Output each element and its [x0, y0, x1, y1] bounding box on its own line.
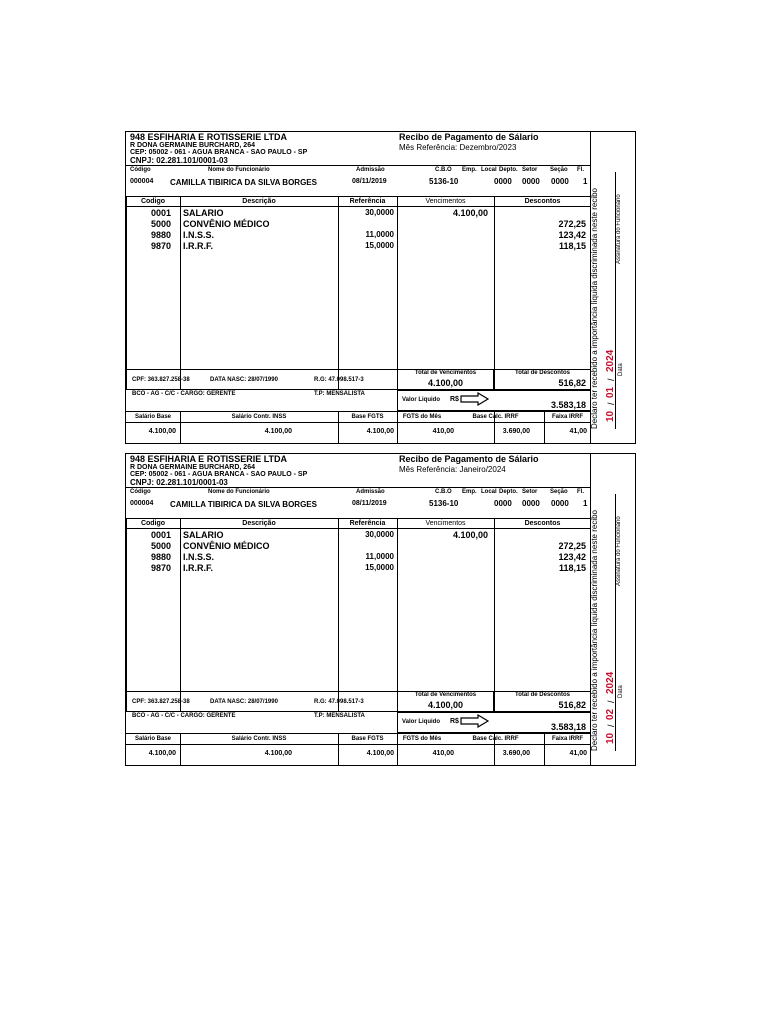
month-reference: Mês Referência: Dezembro/2023 — [399, 143, 517, 152]
footer-label-base-fgts: Base FGTS — [351, 736, 384, 742]
admission-date: 08/11/2019 — [352, 178, 387, 185]
row-code: 0001 — [150, 208, 171, 218]
emp-value: 0000 — [494, 499, 512, 508]
depto-value: 0000 — [522, 177, 540, 186]
depto-value: 0000 — [522, 499, 540, 508]
row-descontos: 123,42 — [558, 552, 586, 562]
footer-label-base-irrf: Base Calc. IRRF — [472, 736, 519, 742]
divider — [338, 518, 339, 712]
divider — [180, 196, 181, 390]
row-description: SALARIO — [183, 208, 224, 218]
row-descontos: 123,42 — [558, 230, 586, 240]
footer-label-fgts-mes: FGTS do Mês — [402, 736, 442, 742]
footer-label-faixa-irrf: Faixa IRRF — [551, 736, 583, 742]
row-vencimentos: 4.100,00 — [452, 208, 488, 218]
document-title: Recibo de Pagamento de Sálario — [399, 132, 539, 142]
label-admissao: Admissão — [356, 167, 385, 173]
arrow-right-icon — [460, 714, 490, 728]
total-descontos-value: 516,82 — [558, 700, 586, 710]
birth-date-label: DATA NASC: 28/07/1990 — [210, 377, 278, 383]
row-descontos: 118,15 — [558, 241, 586, 251]
signature-label: Assinatura do Funcionário — [616, 194, 622, 264]
footer-label-salario-contr: Salário Contr. INSS — [231, 736, 287, 742]
total-vencimentos-label: Total de Vencimentos — [414, 692, 477, 698]
date-day: 10 — [605, 410, 616, 422]
row-vencimentos: 4.100,00 — [452, 530, 488, 540]
date-month: 02 — [605, 708, 616, 720]
date-year: 2024 — [605, 349, 616, 372]
column-header-descontos: Descontos — [524, 198, 561, 205]
row-description: SALARIO — [183, 530, 224, 540]
row-code: 9870 — [150, 241, 171, 251]
employee-name: CAMILLA TIBIRICA DA SILVA BORGES — [170, 178, 317, 187]
fl-value: 1 — [583, 499, 588, 508]
divider — [126, 165, 590, 166]
valor-liquido-label: Valor Liquido — [402, 719, 441, 725]
label-fl: Fl. — [577, 167, 584, 173]
bank-cargo-label: BCO - AG - C/C - CARGO: GERENTE — [132, 391, 236, 397]
divider — [126, 206, 591, 207]
row-description: I.N.S.S. — [183, 230, 215, 240]
footer-value-fgts-mes: 410,00 — [432, 750, 454, 757]
footer-value-salario-contr: 4.100,00 — [264, 428, 292, 435]
date-separator: / — [606, 724, 616, 727]
divider — [397, 196, 398, 390]
column-header-referencia: Referência — [349, 520, 386, 527]
valor-liquido-value: 3.583,18 — [550, 722, 586, 732]
fl-value: 1 — [583, 177, 588, 186]
payslip — [125, 453, 636, 766]
total-descontos-value: 516,82 — [558, 378, 586, 388]
row-reference: 11,0000 — [365, 230, 394, 239]
footer-value-salario-base: 4.100,00 — [148, 750, 176, 757]
total-descontos-label: Total de Descontos — [515, 692, 570, 698]
cbo-value: 5136-10 — [429, 499, 459, 508]
rg-label: R.G: 47.098.517-3 — [314, 699, 364, 705]
company-cep: CEP: 05002 - 061 - AGUA BRANCA - SAO PAULO - SP — [130, 149, 308, 156]
date-label: Data — [618, 685, 624, 698]
label-emp: Emp. — [462, 489, 477, 495]
declaration-text: Declaro ter recebido a importância líquida discriminada neste recibo — [590, 509, 599, 751]
document-title: Recibo de Pagamento de Sálario — [399, 454, 539, 464]
secao-value: 0000 — [551, 177, 569, 186]
label-emp: Emp. — [462, 167, 477, 173]
divider — [126, 744, 591, 745]
birth-date-label: DATA NASC: 28/07/1990 — [210, 699, 278, 705]
footer-label-fgts-mes: FGTS do Mês — [402, 414, 442, 420]
divider — [180, 518, 181, 712]
row-descontos: 118,15 — [558, 563, 586, 573]
divider — [126, 422, 591, 423]
footer-label-salario-contr: Salário Contr. INSS — [231, 414, 287, 420]
company-cnpj: CNPJ: 02.281.101/0001-03 — [130, 156, 228, 165]
row-reference: 30,0000 — [365, 208, 394, 217]
column-header-descricao: Descrição — [242, 520, 276, 527]
footer-label-base-fgts: Base FGTS — [351, 414, 384, 420]
payslip-main — [126, 132, 591, 443]
admission-date: 08/11/2019 — [352, 500, 387, 507]
date-day: 10 — [605, 732, 616, 744]
divider — [338, 196, 339, 390]
footer-label-salario-base: Salário Base — [134, 414, 172, 420]
divider — [126, 411, 591, 412]
row-reference: 11,0000 — [365, 552, 394, 561]
company-name: 948 ESFIHARIA E ROTISSERIE LTDA — [130, 132, 288, 142]
company-name: 948 ESFIHARIA E ROTISSERIE LTDA — [130, 454, 288, 464]
row-code: 5000 — [150, 541, 171, 551]
footer-value-faixa-irrf: 41,00 — [569, 428, 587, 435]
label-local: Local — [481, 167, 497, 173]
column-header-referencia: Referência — [349, 198, 386, 205]
total-vencimentos-label: Total de Vencimentos — [414, 370, 477, 376]
payslip — [125, 131, 636, 444]
employee-code: 000004 — [130, 500, 154, 507]
label-fl: Fl. — [577, 489, 584, 495]
date-month: 01 — [605, 386, 616, 398]
label-nome-funcionario: Nome do Funcionário — [208, 489, 270, 495]
footer-value-base-irrf: 3.690,00 — [502, 750, 530, 757]
currency-label: R$ — [450, 396, 459, 403]
receipt-declaration — [591, 132, 635, 443]
total-descontos-label: Total de Descontos — [515, 370, 570, 376]
emp-value: 0000 — [494, 177, 512, 186]
row-code: 0001 — [150, 530, 171, 540]
secao-value: 0000 — [551, 499, 569, 508]
row-description: CONVÊNIO MÉDICO — [183, 541, 270, 551]
divider — [397, 518, 398, 712]
label-secao: Seção — [550, 489, 568, 495]
divider — [126, 487, 590, 488]
arrow-right-icon — [460, 392, 490, 406]
row-reference: 15,0000 — [365, 241, 394, 250]
company-cnpj: CNPJ: 02.281.101/0001-03 — [130, 478, 228, 487]
column-header-descricao: Descrição — [242, 198, 276, 205]
label-cbo: C.B.O — [435, 167, 452, 173]
total-vencimentos-value: 4.100,00 — [427, 700, 464, 710]
divider — [126, 528, 591, 529]
label-secao: Seção — [550, 167, 568, 173]
footer-value-faixa-irrf: 41,00 — [569, 750, 587, 757]
date-separator: / — [606, 700, 616, 703]
footer-value-base-fgts: 4.100,00 — [366, 428, 394, 435]
footer-value-salario-contr: 4.100,00 — [264, 750, 292, 757]
employee-name: CAMILLA TIBIRICA DA SILVA BORGES — [170, 500, 317, 509]
label-depto: Depto. — [499, 489, 518, 495]
label-nome-funcionario: Nome do Funcionário — [208, 167, 270, 173]
label-admissao: Admissão — [356, 489, 385, 495]
cpf-label: CPF: 363.827.258-38 — [132, 377, 190, 383]
footer-label-faixa-irrf: Faixa IRRF — [551, 414, 583, 420]
signature-label: Assinatura do Funcionário — [616, 516, 622, 586]
company-address: R DONA GERMAINE BURCHARD, 264 — [130, 464, 255, 471]
date-separator: / — [606, 378, 616, 381]
row-description: I.R.R.F. — [183, 563, 214, 573]
label-codigo: Código — [130, 489, 151, 495]
label-local: Local — [481, 489, 497, 495]
company-cep: CEP: 05002 - 061 - AGUA BRANCA - SAO PAULO - SP — [130, 471, 308, 478]
row-code: 9880 — [150, 230, 171, 240]
column-header-descontos: Descontos — [524, 520, 561, 527]
footer-value-fgts-mes: 410,00 — [432, 428, 454, 435]
currency-label: R$ — [450, 718, 459, 725]
cpf-label: CPF: 363.827.258-38 — [132, 699, 190, 705]
footer-label-salario-base: Salário Base — [134, 736, 172, 742]
total-vencimentos-value: 4.100,00 — [427, 378, 464, 388]
row-code: 5000 — [150, 219, 171, 229]
row-descontos: 272,25 — [558, 541, 586, 551]
label-cbo: C.B.O — [435, 489, 452, 495]
rg-label: R.G: 47.098.517-3 — [314, 377, 364, 383]
payslip-main — [126, 454, 591, 765]
company-address: R DONA GERMAINE BURCHARD, 264 — [130, 142, 255, 149]
date-label: Data — [618, 363, 624, 376]
divider — [126, 733, 591, 734]
row-reference: 15,0000 — [365, 563, 394, 572]
declaration-text: Declaro ter recebido a importância líquida discriminada neste recibo — [590, 187, 599, 429]
row-reference: 30,0000 — [365, 530, 394, 539]
cbo-value: 5136-10 — [429, 177, 459, 186]
label-setor: Setor — [522, 489, 538, 495]
column-header-codigo: Codigo — [140, 520, 166, 527]
label-setor: Setor — [522, 167, 538, 173]
column-header-vencimentos: Vencimentos — [425, 198, 466, 205]
column-header-codigo: Codigo — [140, 198, 166, 205]
tp-label: T.P: MENSALISTA — [314, 391, 365, 397]
row-description: I.R.R.F. — [183, 241, 214, 251]
valor-liquido-label: Valor Liquido — [402, 397, 441, 403]
employee-code: 000004 — [130, 178, 154, 185]
row-code: 9880 — [150, 552, 171, 562]
tp-label: T.P: MENSALISTA — [314, 713, 365, 719]
footer-label-base-irrf: Base Calc. IRRF — [472, 414, 519, 420]
bank-cargo-label: BCO - AG - C/C - CARGO: GERENTE — [132, 713, 236, 719]
label-depto: Depto. — [499, 167, 518, 173]
row-descontos: 272,25 — [558, 219, 586, 229]
footer-value-base-irrf: 3.690,00 — [502, 428, 530, 435]
valor-liquido-value: 3.583,18 — [550, 400, 586, 410]
footer-value-base-fgts: 4.100,00 — [366, 750, 394, 757]
receipt-declaration — [591, 454, 635, 765]
date-separator: / — [606, 402, 616, 405]
row-description: CONVÊNIO MÉDICO — [183, 219, 270, 229]
label-codigo: Código — [130, 167, 151, 173]
row-description: I.N.S.S. — [183, 552, 215, 562]
column-header-vencimentos: Vencimentos — [425, 520, 466, 527]
footer-value-salario-base: 4.100,00 — [148, 428, 176, 435]
month-reference: Mês Referência: Janeiro/2024 — [399, 465, 506, 474]
row-code: 9870 — [150, 563, 171, 573]
date-year: 2024 — [605, 671, 616, 694]
